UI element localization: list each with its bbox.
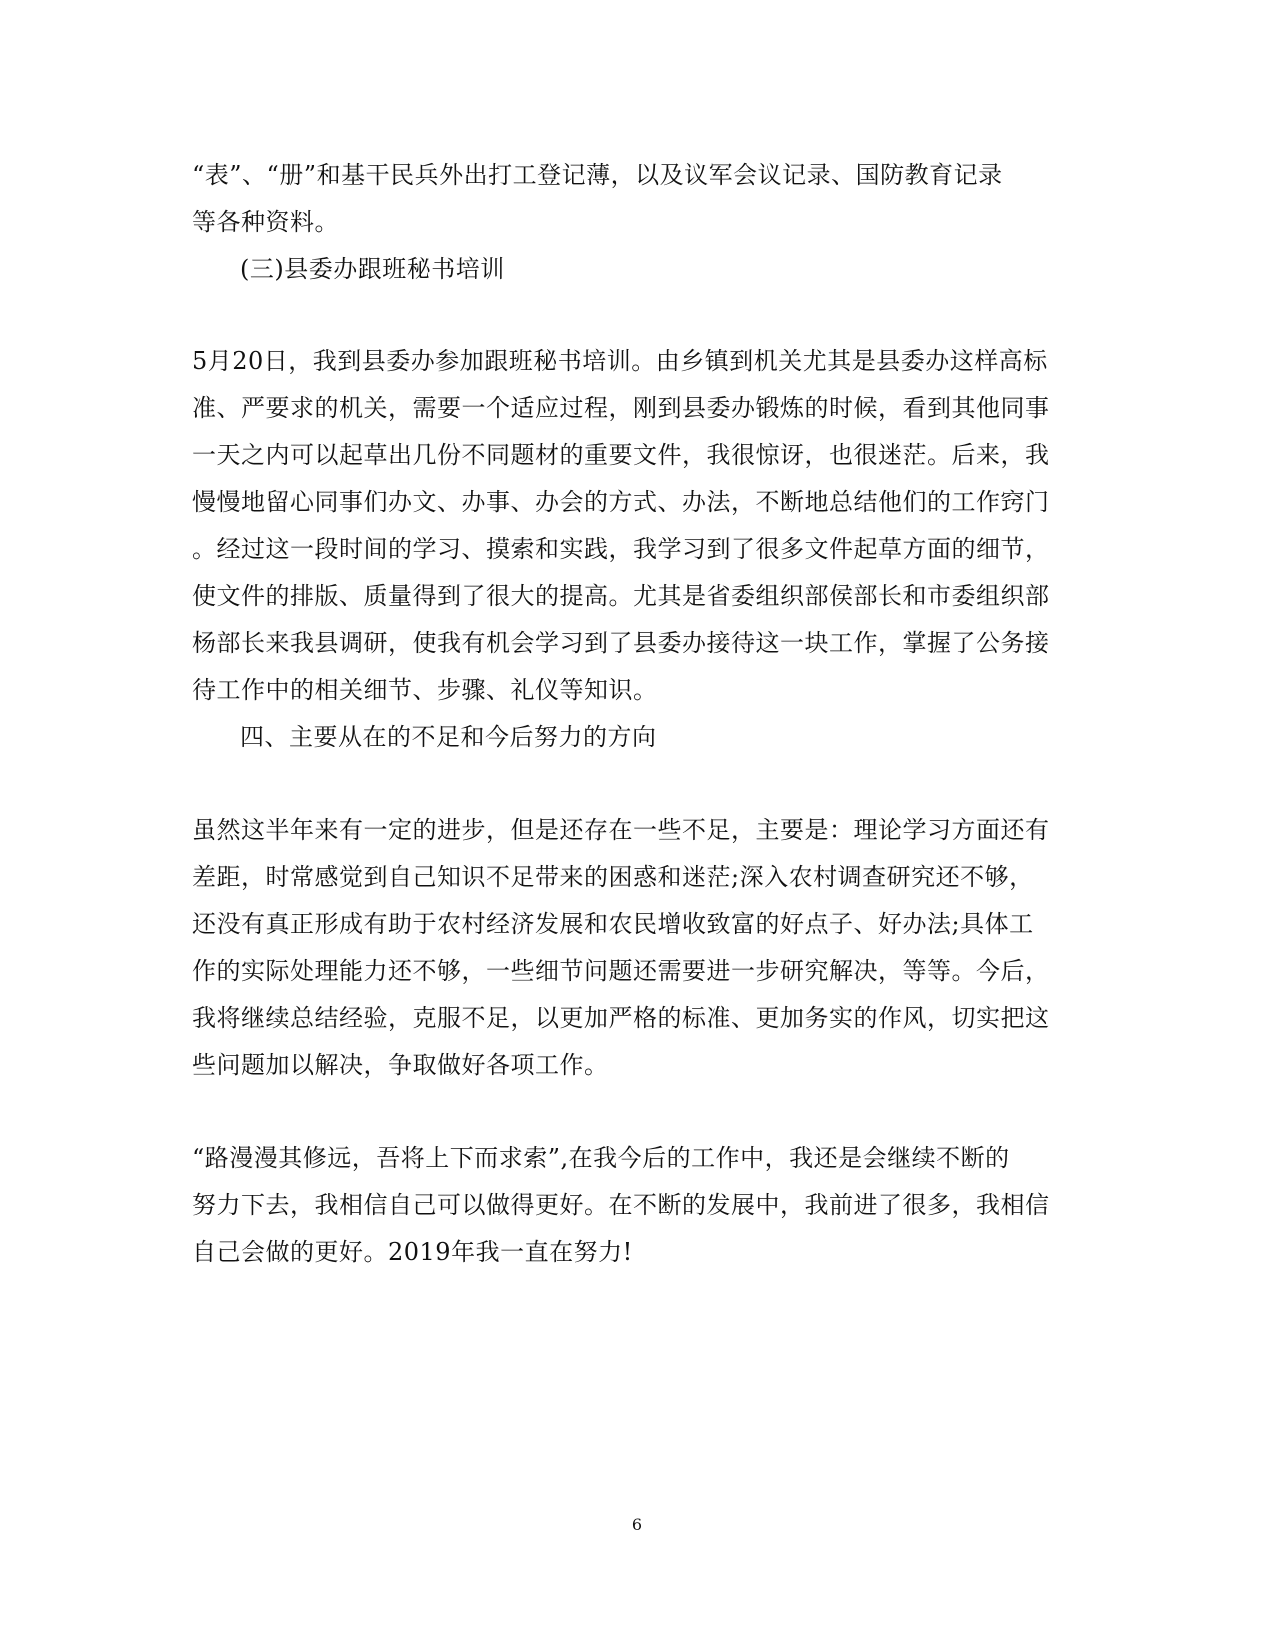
text-line: 些问题加以解决，争取做好各项工作。 — [192, 1051, 609, 1079]
text-line: “路漫漫其修远，吾将上下而求索”,在我今后的工作中，我还是会继续不断的 — [192, 1144, 1010, 1172]
text-line: 待工作中的相关细节、步骤、礼仪等知识。 — [192, 676, 658, 704]
text-line: 虽然这半年来有一定的进步，但是还存在一些不足，主要是：理论学习方面还有 — [192, 816, 1050, 844]
text-line: 准、严要求的机关，需要一个适应过程，刚到县委办锻炼的时候，看到其他同事 — [192, 394, 1050, 422]
text-line: 我将继续总结经验，克服不足，以更加严格的标准、更加务实的作风，切实把这 — [192, 1004, 1050, 1032]
text-line: 自己会做的更好。2019年我一直在努力! — [192, 1238, 633, 1266]
text-line: 努力下去，我相信自己可以做得更好。在不断的发展中，我前进了很多，我相信 — [192, 1191, 1050, 1219]
text-line: 还没有真正形成有助于农村经济发展和农民增收致富的好点子、好办法;具体工 — [192, 910, 1034, 938]
text-line: “表”、“册”和基干民兵外出打工登记薄，以及议军会议记录、国防教育记录 — [192, 161, 1003, 189]
text-line: 慢慢地留心同事们办文、办事、办会的方式、办法，不断地总结他们的工作窍门 — [192, 488, 1050, 516]
section-heading-3: (三)县委办跟班秘书培训 — [240, 255, 505, 283]
text-line: 杨部长来我县调研，使我有机会学习到了县委办接待这一块工作，掌握了公务接 — [192, 629, 1050, 657]
text-line: 。经过这一段时间的学习、摸索和实践，我学习到了很多文件起草方面的细节， — [192, 535, 1050, 563]
text-line: 5月20日，我到县委办参加跟班秘书培训。由乡镇到机关尤其是县委办这样高标 — [192, 347, 1048, 375]
text-line: 作的实际处理能力还不够，一些细节问题还需要进一步研究解决，等等。今后， — [192, 957, 1050, 985]
section-heading-4: 四、主要从在的不足和今后努力的方向 — [240, 723, 657, 751]
page-number: 6 — [631, 1515, 643, 1534]
text-line: 等各种资料。 — [192, 208, 339, 236]
text-line: 差距，时常感觉到自己知识不足带来的困惑和迷茫;深入农村调查研究还不够， — [192, 863, 1034, 891]
text-line: 使文件的排版、质量得到了很大的提高。尤其是省委组织部侯部长和市委组织部 — [192, 582, 1050, 610]
text-line: 一天之内可以起草出几份不同题材的重要文件，我很惊讶，也很迷茫。后来，我 — [192, 441, 1050, 469]
